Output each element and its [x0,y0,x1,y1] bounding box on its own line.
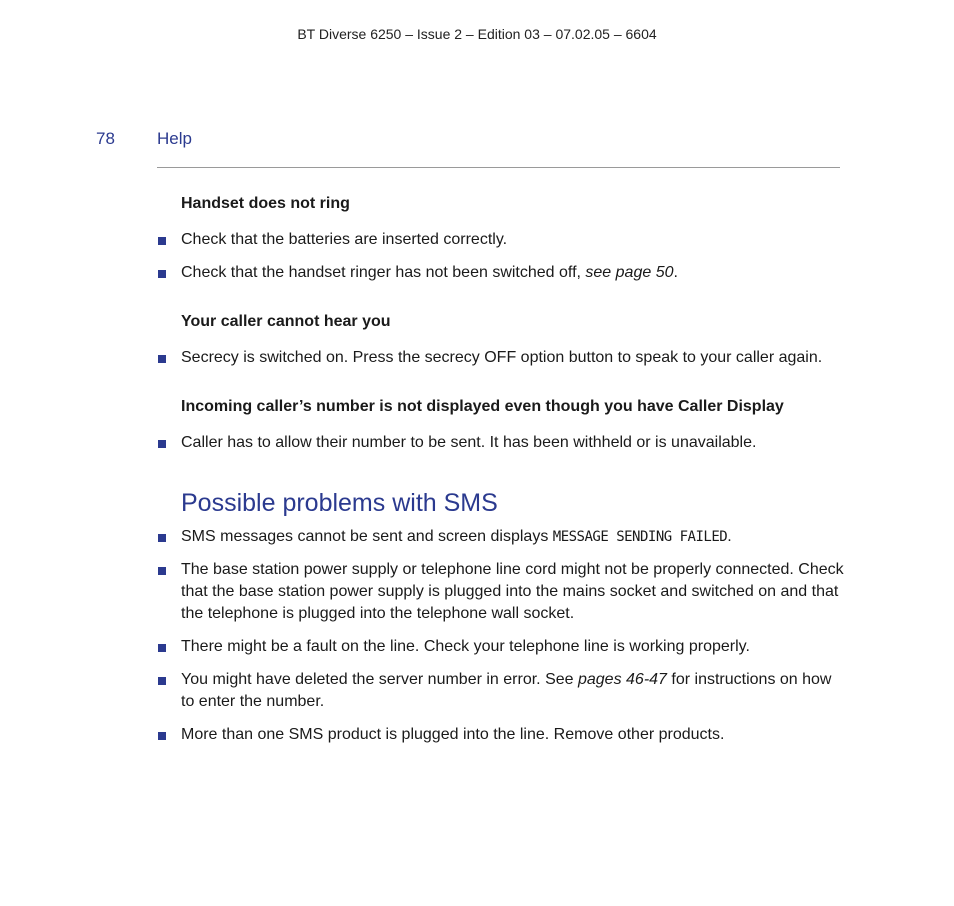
square-bullet-icon [158,534,166,542]
list-item [157,669,847,713]
page-reference: see page 50 [585,264,674,281]
square-bullet-icon [158,644,166,652]
bullet-list [157,432,847,454]
item-text: for instructions on how to enter the number. [181,671,832,710]
display-message: MESSAGE SENDING FAILED [552,529,728,545]
section-number-not-displayed [157,396,847,454]
section-handset-no-ring [157,193,847,284]
bullet-list [157,347,847,369]
list-item [157,636,847,658]
subheading: Incoming caller’s number is not displayed even though you have Caller Display [181,398,784,415]
square-bullet-icon [158,270,166,278]
item-text: Check that the batteries are inserted correctly. [181,231,508,248]
square-bullet-icon [158,677,166,685]
list-item [157,262,847,284]
list-item [157,229,847,251]
running-header: BT Diverse 6250 – Issue 2 – Edition 03 – 07.02.05 – 6604 [297,26,657,42]
list-item [157,347,847,369]
item-text: Caller has to allow their number to be sent. It has been withheld or is unavailable. [181,434,757,451]
list-item [157,432,847,454]
section-label: Help [157,129,192,148]
square-bullet-icon [158,440,166,448]
list-item [157,724,847,746]
section-caller-cannot-hear [157,311,847,369]
item-text: The base station power supply or telephone line cord might not be properly connected. Check that the base station power supply is plugged into the mains socket and switched on and that the telephone is plugged into the telephone wall socket. [181,561,844,622]
item-text: There might be a fault on the line. Check your telephone line is working properly. [181,638,750,655]
page-reference: pages 46-47 [577,671,667,688]
item-text: SMS messages cannot be sent and screen displays [181,528,553,545]
list-item [157,559,847,625]
square-bullet-icon [158,355,166,363]
page-content [157,193,847,773]
item-text: Secrecy is switched on. Press the secrecy OFF option button to speak to your caller again. [181,349,823,366]
item-text: More than one SMS product is plugged into the line. Remove other products. [181,726,725,743]
square-bullet-icon [158,237,166,245]
section-heading: Possible problems with SMS [181,489,498,517]
square-bullet-icon [158,567,166,575]
page-number: 78 [96,129,115,148]
subheading: Handset does not ring [181,195,350,212]
list-item [157,526,847,548]
bullet-list [157,526,847,746]
header-rule [157,167,840,168]
item-text: Check that the handset ringer has not been switched off, [181,264,586,281]
item-text: You might have deleted the server number in error. See [181,671,578,688]
square-bullet-icon [158,732,166,740]
item-text: . [727,528,732,545]
subheading: Your caller cannot hear you [181,313,391,330]
section-sms-problems [157,486,847,746]
bullet-list [157,229,847,284]
item-text: . [673,264,678,281]
